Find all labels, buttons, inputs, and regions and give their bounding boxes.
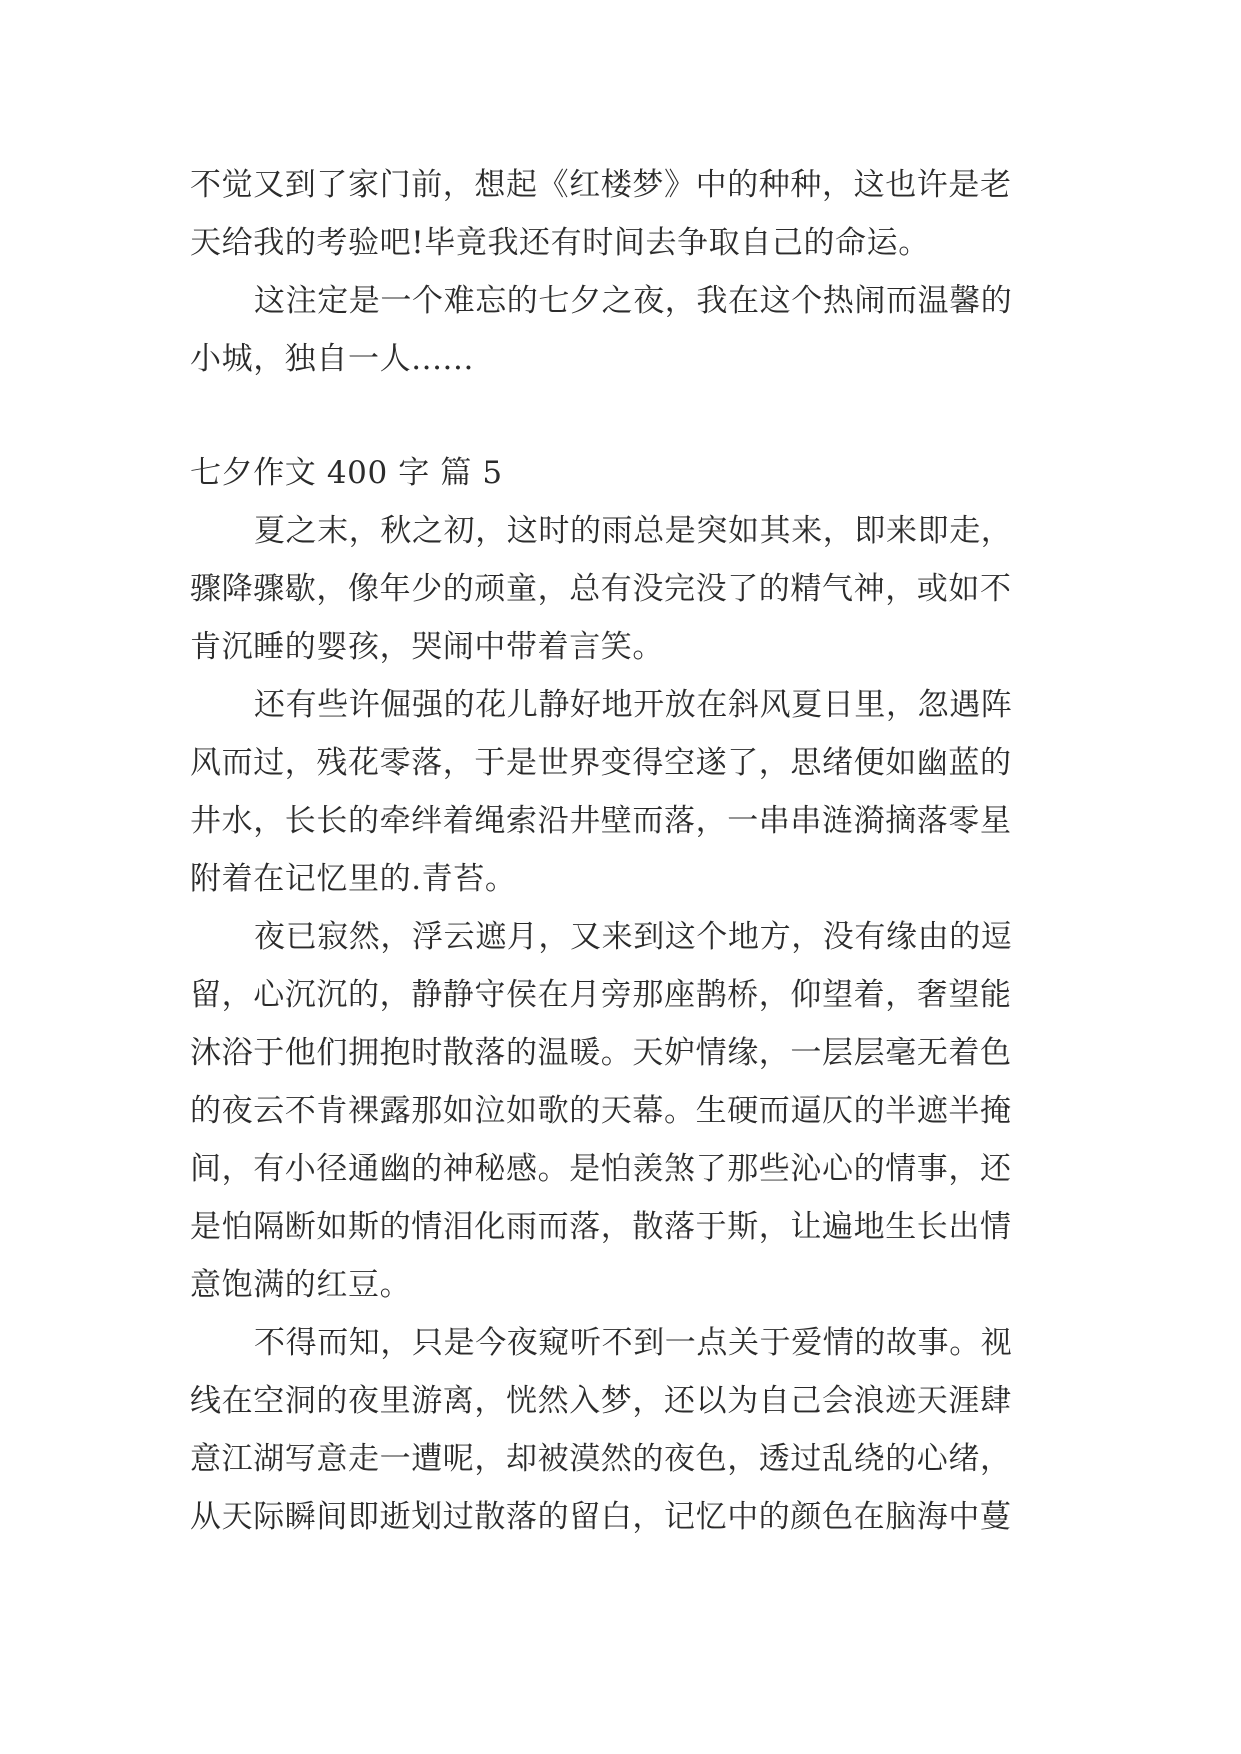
text-line: 这注定是一个难忘的七夕之夜，我在这个热闹而温馨的 [254, 283, 1013, 319]
paragraph-3 [190, 908, 1058, 1314]
text-line: 从天际瞬间即逝划过散落的留白，记忆中的颜色在脑海中蔓 [190, 1499, 1012, 1535]
text-line: 夜已寂然，浮云遮月，又来到这个地方，没有缘由的逗 [254, 919, 1013, 955]
text-line: 小城，独自一人...... [190, 341, 474, 377]
text-line: 附着在记忆里的.青苔。 [190, 861, 517, 897]
text-line: 不觉又到了家门前，想起《红楼梦》中的种种，这也许是老 [190, 167, 1012, 203]
text-line: 意江湖写意走一遭呢，却被漠然的夜色，透过乱绕的心绪， [190, 1441, 1012, 1477]
text-line: 井水，长长的牵绊着绳索沿井壁而落，一串串涟漪摘落零星 [190, 803, 1012, 839]
text-line: 间，有小径通幽的神秘感。是怕羡煞了那些沁心的情事，还 [190, 1151, 1012, 1187]
text-line: 意饱满的红豆。 [190, 1267, 412, 1303]
text-line: 不得而知，只是今夜窥听不到一点关于爱情的故事。视 [254, 1325, 1013, 1361]
paragraph-2 [190, 676, 1058, 908]
document-body [190, 156, 1058, 1546]
paragraph-night [190, 272, 1058, 388]
text-line: 风而过，残花零落，于是世界变得空遂了，思绪便如幽蓝的 [190, 745, 1012, 781]
text-line: 肯沉睡的婴孩，哭闹中带着言笑。 [190, 629, 664, 665]
text-line: 天给我的考验吧!毕竟我还有时间去争取自己的命运。 [190, 225, 930, 261]
text-line: 线在空洞的夜里游离，恍然入梦，还以为自己会浪迹天涯肆 [190, 1383, 1012, 1419]
text-line: 的夜云不肯裸露那如泣如歌的天幕。生硬而逼仄的半遮半掩 [190, 1093, 1012, 1129]
text-line: 还有些许倔强的花儿静好地开放在斜风夏日里，忽遇阵 [254, 687, 1013, 723]
text-line: 是怕隔断如斯的情泪化雨而落，散落于斯，让遍地生长出情 [190, 1209, 1012, 1245]
section-heading: 七夕作文 400 字 篇 5 [190, 455, 503, 491]
text-line: 夏之末，秋之初，这时的雨总是突如其来，即来即走， [254, 513, 1013, 549]
paragraph-4 [190, 1314, 1058, 1546]
paragraph-1 [190, 502, 1058, 676]
text-line: 骤降骤歇，像年少的顽童，总有没完没了的精气神，或如不 [190, 571, 1012, 607]
text-line: 沐浴于他们拥抱时散落的温暖。天妒情缘，一层层毫无着色 [190, 1035, 1012, 1071]
paragraph-continued [190, 156, 1058, 272]
text-line: 留，心沉沉的，静静守侯在月旁那座鹊桥，仰望着，奢望能 [190, 977, 1012, 1013]
